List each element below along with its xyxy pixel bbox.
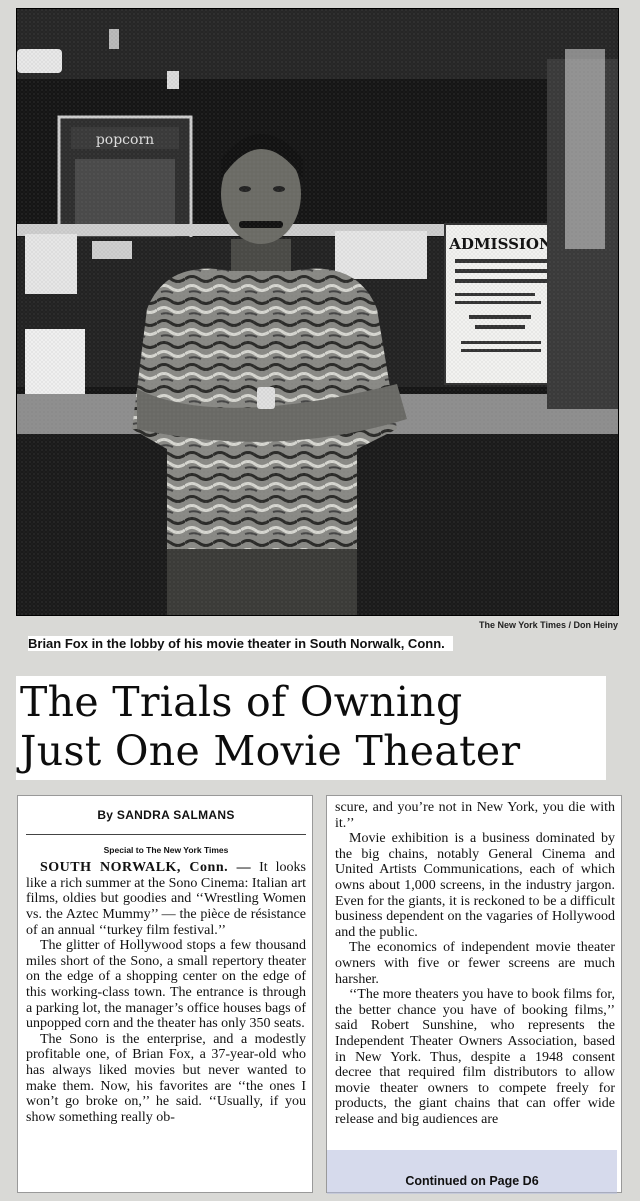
- headline-line-2: Just One Movie Theater: [20, 727, 521, 775]
- headline-box: [16, 676, 606, 780]
- lobby-photo: [16, 8, 619, 616]
- paragraph-4: scure, and you’re not in New York, you die with it.’’: [335, 800, 615, 831]
- paragraph-6: The economics of independent movie theater owners with five or fewer screens are much harsher.: [335, 940, 615, 987]
- special-credit: Special to The New York Times: [103, 844, 229, 855]
- headline-line-1: The Trials of Owning: [20, 678, 463, 726]
- article-column-1: [17, 795, 313, 1193]
- continued-link[interactable]: Continued on Page D6: [405, 1174, 539, 1188]
- paragraph-5: Movie exhibition is a business dominated by the big chains, notably General Cinema and United Artists Communications, each of which owns about 1,000 screens, in the industry jargon. Even for the giants, it is reckoned to be a difficult business dependent on the vagaries of Hollywood and the public.: [335, 831, 615, 940]
- byline: By SANDRA SALMANS: [26, 800, 306, 835]
- photo-illustration: [17, 9, 618, 615]
- paragraph-2: The glitter of Hollywood stops a few thousand miles short of the Sono, a small repertory theater on the edge of a shopping center on the edge of this working-class town. The entrance is through a parking lot, the manager’s office houses bags of unpopped corn and the theater has only 350 seats.: [26, 938, 306, 1032]
- photo-credit: The New York Times / Don Heiny: [478, 620, 618, 630]
- paragraph-7: ‘‘The more theaters you have to book films for, the better chance you have of booking films,’’ said Robert Sunshine, who represents the Independent Theater Owners Association, based in New York. Thus, despite a 1948 consent decree that required film distributors to allow movie theater owners to compete freely for products, the giant chains that can offer wide release and big audiences are: [335, 987, 615, 1127]
- dateline: SOUTH NORWALK, Conn. —: [40, 860, 252, 876]
- continued-highlight[interactable]: [327, 1150, 617, 1194]
- paragraph-1: [26, 860, 306, 938]
- photo-caption: Brian Fox in the lobby of his movie theater in South Norwalk, Conn.: [28, 636, 453, 651]
- headline: [16, 676, 606, 776]
- paragraph-3: The Sono is the enterprise, and a modestly profitable one, of Brian Fox, a 37-year-old who has always liked movies but never wanted to make them. Now, his favorites are ‘‘the ones I won’t go broke on,’’ he said. ‘‘Usually, if you show something really ob-: [26, 1031, 306, 1125]
- article-column-2: [326, 795, 622, 1193]
- paragraph-1-text: It looks like a rich summer at the Sono Cinema: Italian art films, oldies but goodies and ‘‘Wrestling Women vs. the Aztec Mummy’’ — the pièce de résistance of an annual ‘‘turkey film festival.’’: [26, 860, 306, 938]
